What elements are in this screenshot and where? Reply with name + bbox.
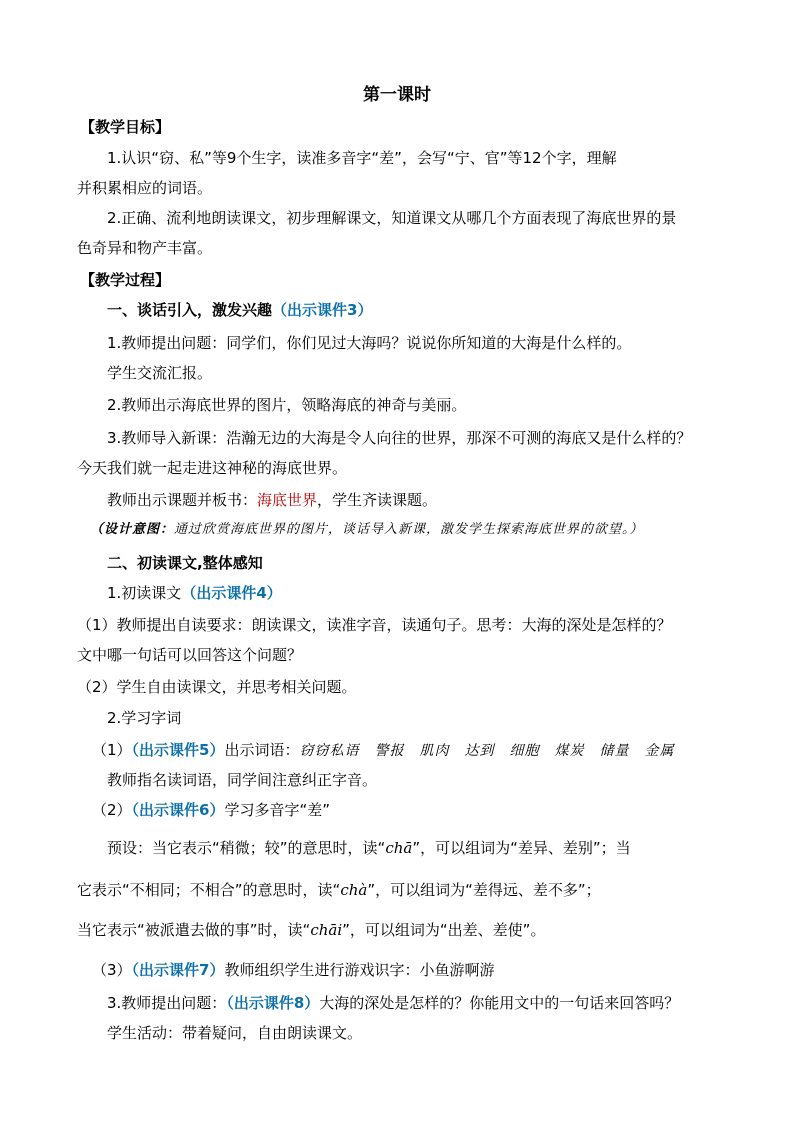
s2-paragraph-1 bbox=[107, 583, 282, 603]
goal-1-line-1: 1.认识“窃、私”等9个生字，读准多音字“差”，会写“宁、官”等12个字，理解 bbox=[107, 149, 617, 167]
s1-paragraph-2: 学生交流汇报。 bbox=[107, 364, 213, 382]
goal-2-line-2: 色奇异和物产丰富。 bbox=[77, 239, 213, 257]
s2-paragraph-10 bbox=[77, 920, 545, 940]
s2-p12-tail: 大海的深处是怎样的？你能用文中的一句话来回答吗？ bbox=[319, 994, 680, 1012]
courseware-4-ref: （出示课件4） bbox=[181, 584, 282, 602]
s1-p5-text: 教师出示课题并板书： bbox=[107, 491, 258, 509]
s2-paragraph-2-line-1: （1）教师提出自读要求：朗读课文，读准字音，读通句子。思考：大海的深处是怎样的？ bbox=[77, 616, 672, 634]
goal-1-line-2: 并积累相应的词语。 bbox=[77, 179, 213, 197]
s1-paragraph-4-line-2: 今天我们就一起走进这神秘的海底世界。 bbox=[77, 459, 348, 477]
s2-p8-text: 预设：当它表示“稍微；较”的意思时，读“ bbox=[107, 839, 386, 857]
s2-p9-text: 它表示“不相同；不相合”的意思时，读“ bbox=[77, 881, 341, 899]
s1-paragraph-3: 2.教师出示海底世界的图片，领略海底的神奇与美丽。 bbox=[107, 396, 467, 414]
courseware-8-ref: （出示课件8） bbox=[226, 994, 320, 1012]
courseware-5-ref: （出示课件5） bbox=[131, 741, 225, 759]
s2-p10-tail: ”，可以组词为“出差、差使”。 bbox=[342, 921, 546, 939]
pinyin-cha1: chā bbox=[385, 839, 413, 857]
s2-paragraph-11 bbox=[92, 960, 495, 980]
goal-2-line-1: 2.正确、流利地朗读课文，初步理解课文，知道课文从哪几个方面表现了海底世界的景 bbox=[107, 209, 677, 227]
courseware-3-ref: （出示课件3） bbox=[272, 301, 373, 319]
s2-p9-tail: ”，可以组词为“差得远、差不多”； bbox=[367, 881, 601, 899]
section-1-heading bbox=[107, 300, 372, 320]
section-2-heading: 二、初读课文,整体感知 bbox=[107, 554, 263, 572]
s2-p8-tail: ”，可以组词为“差异、差别”；当 bbox=[412, 839, 631, 857]
s2-p5-number: （1） bbox=[92, 741, 132, 759]
s2-paragraph-8 bbox=[107, 838, 631, 858]
s2-paragraph-13: 学生活动：带着疑问，自由朗读课文。 bbox=[107, 1024, 363, 1042]
s2-paragraph-5 bbox=[92, 740, 675, 761]
board-title: 海底世界 bbox=[257, 491, 318, 509]
vocabulary-words: 窃窃私语 警报 肌肉 达到 细胞 煤炭 储量 金属 bbox=[299, 743, 675, 759]
s2-paragraph-9 bbox=[77, 880, 601, 900]
s2-p5-text: 出示词语： bbox=[224, 741, 300, 759]
design-intent-text: 通过欣赏海底世界的图片，谈话导入新课，激发学生探索海底世界的欲望。） bbox=[174, 522, 644, 537]
courseware-6-ref: （出示课件6） bbox=[131, 801, 225, 819]
s2-paragraph-3: （2）学生自由读课文，并思考相关问题。 bbox=[77, 678, 357, 696]
design-intent-label: （设计意图： bbox=[90, 522, 175, 537]
page-title: 第一课时 bbox=[363, 85, 431, 105]
s2-p12-text: 3.教师提出问题： bbox=[107, 994, 227, 1012]
s2-p7-text: 学习多音字“差” bbox=[224, 801, 331, 819]
s2-paragraph-7 bbox=[92, 800, 330, 820]
s2-p10-text: 当它表示“被派遣去做的事”时，读“ bbox=[77, 921, 311, 939]
courseware-7-ref: （出示课件7） bbox=[131, 961, 225, 979]
s2-p11-text: 教师组织学生进行游戏识字：小鱼游啊游 bbox=[224, 961, 495, 979]
s2-paragraph-6: 教师指名读词语，同学间注意纠正字音。 bbox=[107, 771, 378, 789]
s1-p5-tail: ，学生齐读课题。 bbox=[317, 491, 438, 509]
s2-p7-number: （2） bbox=[92, 801, 132, 819]
section-1-title: 一、谈话引入，激发兴趣 bbox=[107, 301, 273, 319]
s2-p11-number: （3） bbox=[92, 961, 132, 979]
s2-paragraph-2-line-2: 文中哪一句话可以回答这个问题？ bbox=[77, 646, 303, 664]
process-heading: 【教学过程】 bbox=[80, 271, 171, 289]
s2-paragraph-12 bbox=[107, 993, 679, 1013]
s1-paragraph-5 bbox=[107, 490, 437, 510]
s2-paragraph-4: 2.学习字词 bbox=[107, 709, 182, 727]
s1-paragraph-4-line-1: 3.教师导入新课：浩瀚无边的大海是令人向往的世界，那深不可测的海底又是什么样的？ bbox=[107, 429, 692, 447]
goals-heading: 【教学目标】 bbox=[80, 118, 171, 136]
s2-p1-text: 1.初读课文 bbox=[107, 584, 182, 602]
s1-paragraph-1: 1.教师提出问题：同学们，你们见过大海吗？说说你所知道的大海是什么样的。 bbox=[107, 334, 632, 352]
pinyin-cha4: chà bbox=[340, 881, 368, 899]
pinyin-chai1: chāi bbox=[310, 921, 343, 939]
design-intent-note bbox=[90, 520, 644, 540]
